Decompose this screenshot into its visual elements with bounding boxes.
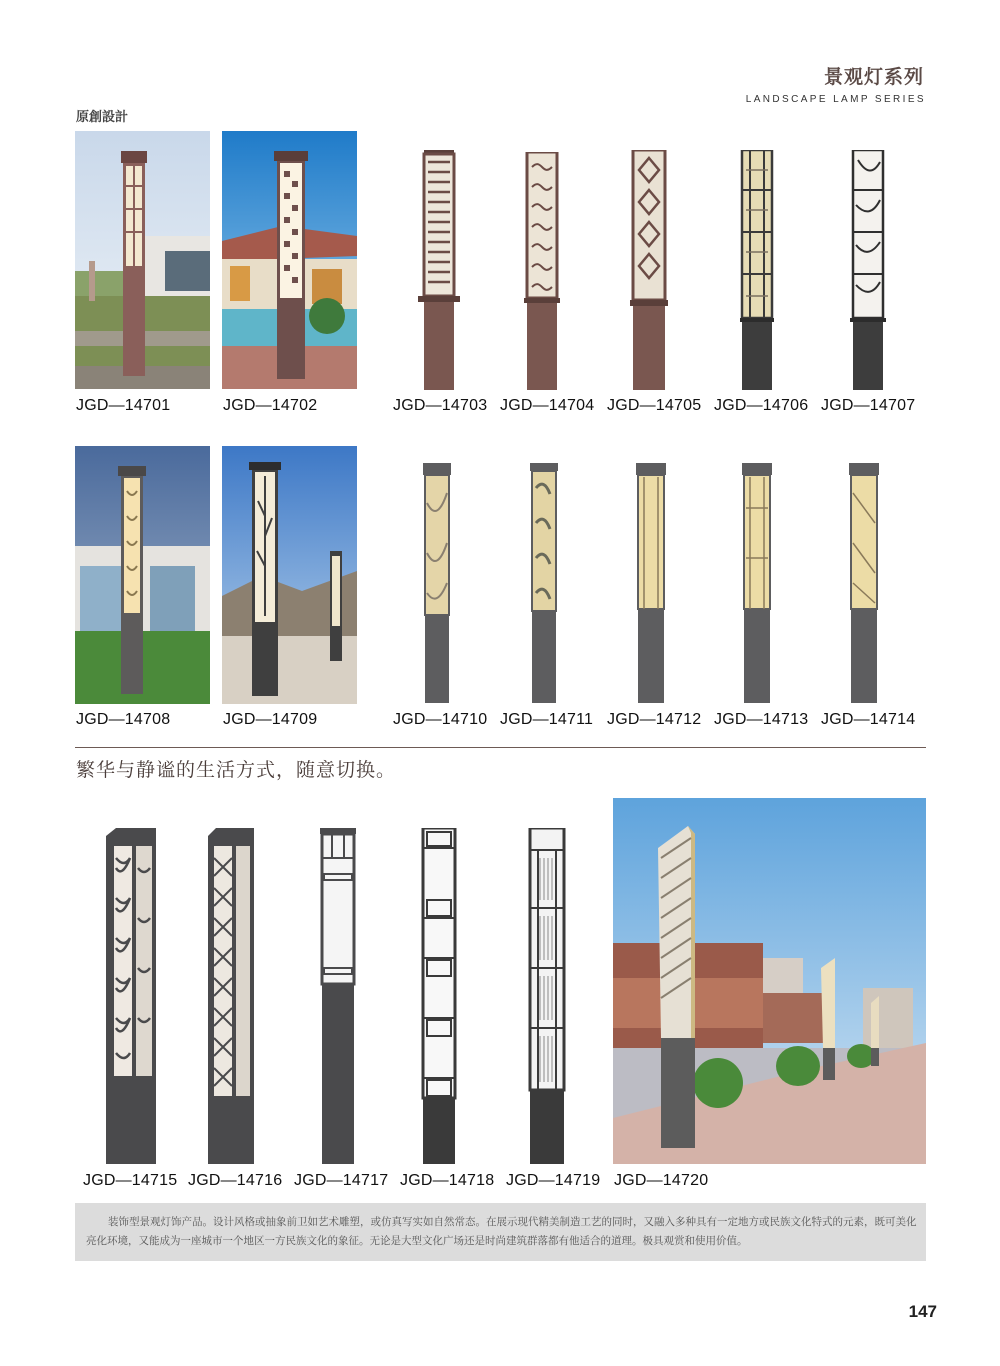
section-tag: 原創設計 bbox=[76, 109, 129, 124]
slogan: 繁华与静谧的生活方式，随意切换。 bbox=[76, 760, 397, 781]
product-code-14711: JGD—14711 bbox=[500, 711, 594, 728]
lamp-illustration-14713 bbox=[742, 463, 772, 703]
product-code-14720: JGD—14720 bbox=[614, 1172, 709, 1189]
product-code-14708: JGD—14708 bbox=[76, 711, 171, 728]
product-code-14710: JGD—14710 bbox=[393, 711, 488, 728]
product-photo-14708 bbox=[75, 446, 210, 704]
product-code-14703: JGD—14703 bbox=[393, 397, 488, 414]
lamp-illustration-14710 bbox=[423, 463, 451, 703]
lamp-illustration-14703 bbox=[418, 150, 460, 390]
product-code-14702: JGD—14702 bbox=[223, 397, 318, 414]
product-code-14714: JGD—14714 bbox=[821, 711, 916, 728]
product-code-14712: JGD—14712 bbox=[607, 711, 702, 728]
product-photo-14720 bbox=[613, 798, 926, 1164]
series-title: 景观灯系列 bbox=[823, 67, 924, 88]
page-number: 147 bbox=[908, 1302, 937, 1321]
product-photo-14709 bbox=[222, 446, 357, 704]
lamp-illustration-14704 bbox=[524, 152, 560, 390]
section-divider bbox=[75, 747, 926, 748]
product-code-14709: JGD—14709 bbox=[223, 711, 318, 728]
product-photo-14701 bbox=[75, 131, 210, 389]
product-code-14713: JGD—14713 bbox=[714, 711, 809, 728]
product-code-14704: JGD—14704 bbox=[500, 397, 595, 414]
product-code-14707: JGD—14707 bbox=[821, 397, 916, 414]
description-text: 装饰型景观灯饰产品。设计风格或抽象前卫如艺术雕塑，或仿真写实如自然常态。在展示现代精美制造工艺的同时，又融入多种具有一定地方或民族文化特式的元素，既可美化亮化环境，又能成为一座城市一个地区一方民族文化的象征。无论是大型文化广场还是时尚建筑群落都有他适合的道理。极具观赏和使用价值。 bbox=[86, 1216, 917, 1247]
lamp-illustration-14707 bbox=[850, 150, 886, 390]
lamp-illustration-14705 bbox=[630, 150, 668, 390]
lamp-illustration-14716 bbox=[208, 828, 254, 1164]
lamp-illustration-14711 bbox=[530, 463, 558, 703]
lamp-illustration-14715 bbox=[106, 828, 156, 1164]
product-code-14705: JGD—14705 bbox=[607, 397, 702, 414]
product-code-14718: JGD—14718 bbox=[400, 1172, 495, 1189]
product-code-14719: JGD—14719 bbox=[506, 1172, 601, 1189]
lamp-illustration-14717 bbox=[320, 828, 356, 1164]
product-code-14717: JGD—14717 bbox=[294, 1172, 389, 1189]
product-code-14716: JGD—14716 bbox=[188, 1172, 283, 1189]
lamp-illustration-14712 bbox=[636, 463, 666, 703]
product-code-14715: JGD—14715 bbox=[83, 1172, 178, 1189]
product-code-14706: JGD—14706 bbox=[714, 397, 809, 414]
series-title-en: LANDSCAPE LAMP SERIES bbox=[745, 94, 926, 105]
lamp-illustration-14718 bbox=[421, 828, 457, 1164]
lamp-illustration-14714 bbox=[849, 463, 879, 703]
product-code-14701: JGD—14701 bbox=[76, 397, 171, 414]
product-photo-14702 bbox=[222, 131, 357, 389]
lamp-illustration-14706 bbox=[740, 150, 774, 390]
lamp-illustration-14719 bbox=[528, 828, 566, 1164]
